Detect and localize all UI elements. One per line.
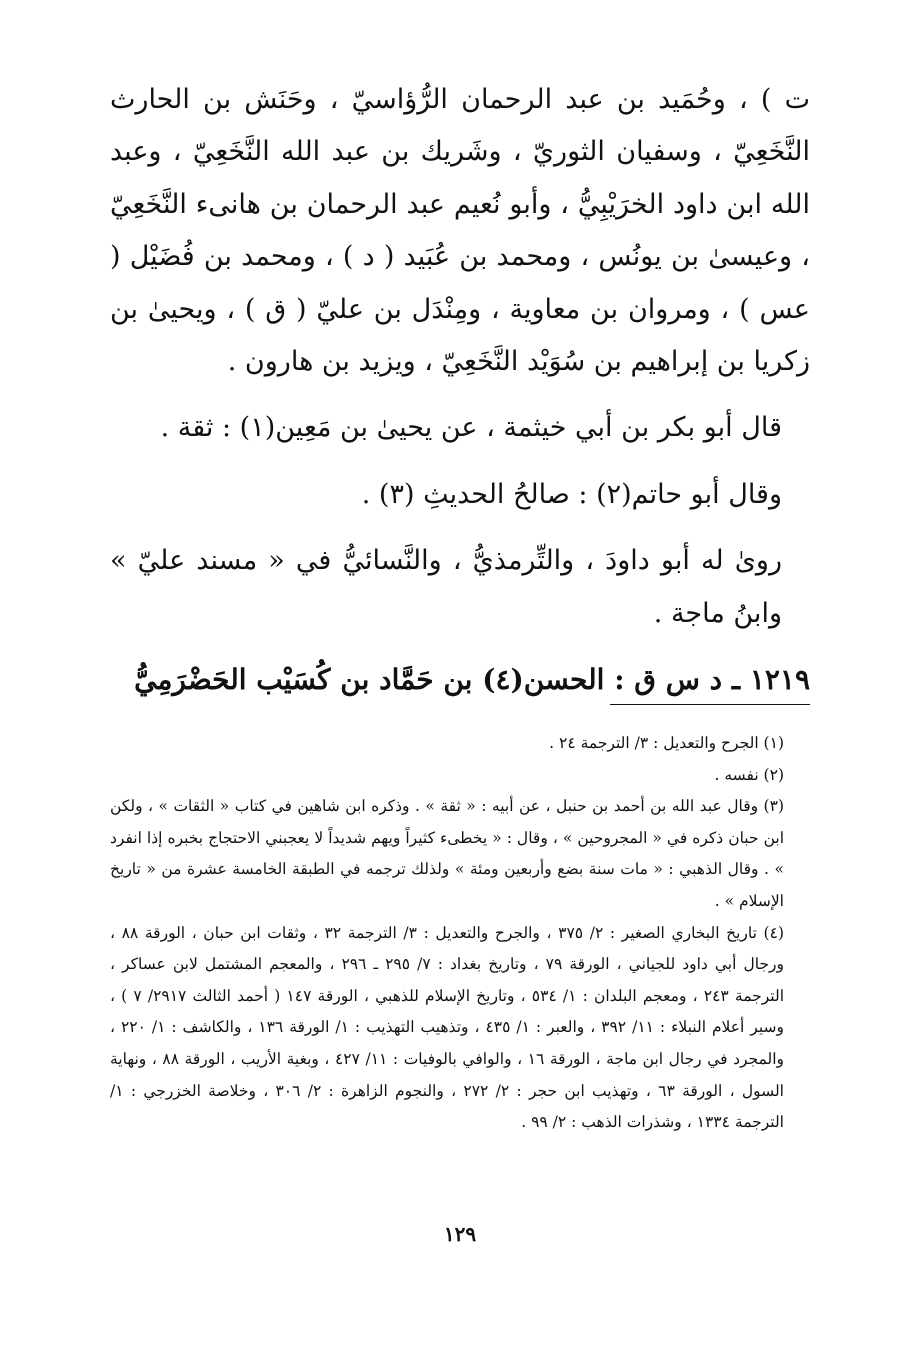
abu-hatim-quote: وقال أبو حاتم(٢) : صالحُ الحديثِ (٣) . bbox=[361, 478, 782, 510]
main-text bbox=[110, 74, 810, 706]
page-number: ١٢٩ bbox=[443, 1222, 477, 1246]
narrated-by-paragraph: روىٰ له أبو داودَ ، والتِّرمذيُّ ، والنَّسائيُّ في « مسند عليّ » وابنُ ماجة . bbox=[110, 545, 782, 629]
ibn-maeen-quote: قال أبو بكر بن أبي خيثمة ، عن يحيىٰ بن مَعِين(١) : ثقة . bbox=[160, 412, 782, 444]
narrators-paragraph: ت ) ، وحُمَيد بن عبد الرحمان الرُّؤاسيّ ، وحَنَش بن الحارث النَّخَعِيّ ، وسفيان الثوريّ ، وشَريك بن عبد الله النَّخَعِيّ ، وعبد الله ابن داود الخرَيْبِيُّ ، وأبو نُعيم عبد الرحمان بن هانىء النَّخَعِيّ ، وعيسىٰ بن يونُس ، ومحمد بن عُبَيد ( د ) ، ومحمد بن فُضَيْل ( عس ) ، ومروان بن معاوية ، ومِنْدَل بن عليّ ( ق ) ، ويحيىٰ بن زكريا بن إبراهيم بن سُوَيْد النَّخَعِيّ ، ويزيد بن هارون . bbox=[110, 84, 810, 378]
footnote-1: (١) الجرح والتعديل : ٣/ الترجمة ٢٤ . bbox=[549, 734, 784, 752]
footnote-4: (٤) تاريخ البخاري الصغير : ٢/ ٣٧٥ ، والجرح والتعديل : ٣/ الترجمة ٣٢ ، وثقات ابن حبان ، الورقة ٨٨ ، ورجال أبي داود للجياني ، الورقة ٧٩ ، وتاريخ بغداد : ٧/ ٢٩٥ ـ ٢٩٦ ، والمعجم المشتمل لابن عساكر ، الترجمة ٢٤٣ ، ومعجم البلدان : ١/ ٥٣٤ ، وتاريخ الإسلام للذهبي ، الورقة ١٤٧ ( أحمد الثالث ٢٩١٧/ ٧ ) ، وسير أعلام النبلاء : ١١/ ٣٩٢ ، والعبر : ١/ ٤٣٥ ، وتذهيب التهذيب : ١/ الورقة ١٣٦ ، والكاشف : ١/ ٢٢٠ ، والمجرد في رجال ابن ماجة ، الورقة ١٦ ، والوافي بالوفيات : ١١/ ٤٢٧ ، وبغية الأريب ، الورقة ٨٨ ، ونهاية السول ، الورقة ٦٣ ، وتهذيب ابن حجر : ٢/ ٢٧٢ ، والنجوم الزاهرة : ٢/ ٣٠٦ ، وخلاصة الخزرجي : ١/ الترجمة ١٣٣٤ ، وشذرات الذهب : ٢/ ٩٩ . bbox=[110, 923, 784, 1132]
footnote-2: (٢) نفسه . bbox=[714, 765, 784, 784]
footnotes bbox=[110, 728, 810, 1139]
footnote-separator bbox=[610, 704, 810, 705]
footnote-3: (٣) وقال عبد الله بن أحمد بن حنبل ، عن أبيه : « ثقة » . وذكره ابن شاهين في كتاب « الثقات » ، ولكن ابن حبان ذكره في « المجروحين » ، وقال : « يخطىء كثيراً ويهم شديداً لا يعجبني الاحتجاج بخبره إذا انفرد » . وقال الذهبي : « مات سنة بضع وأربعين ومئة » ولذلك ترجمه في الطبقة الخامسة عشرة من « تاريخ الإسلام » . bbox=[110, 797, 784, 910]
entry-heading: ١٢١٩ ـ د س ق : الحسن(٤) بن حَمَّاد بن كُسَيْب الحَضْرَمِيُّ bbox=[134, 663, 810, 697]
